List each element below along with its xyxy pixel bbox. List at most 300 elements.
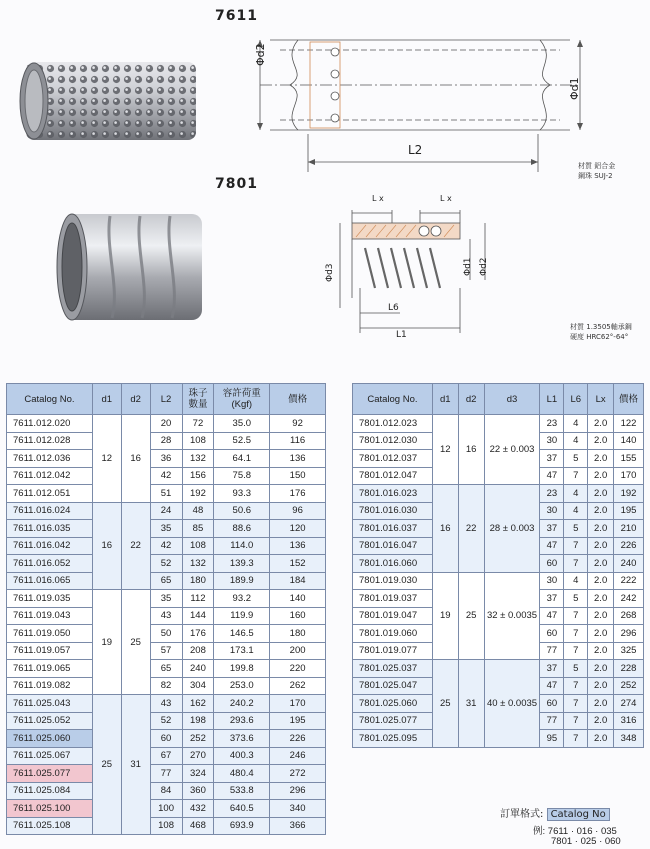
table-cell: 139.3 (214, 555, 270, 573)
table-cell: 132 (182, 555, 214, 573)
table-cell: 7801.016.047 (353, 537, 433, 555)
table-cell: 60 (540, 695, 564, 713)
table-cell: 31 (121, 695, 150, 835)
table-cell: 150 (270, 467, 326, 485)
table-cell: 37 (540, 520, 564, 538)
table-cell: 316 (614, 712, 644, 730)
table-cell: 640.5 (214, 800, 270, 818)
table-cell: 7 (564, 712, 588, 730)
order-format (500, 805, 610, 820)
column-header: 容許荷重 (Kgf) (214, 384, 270, 415)
table-cell: 220 (270, 660, 326, 678)
table-cell: 60 (540, 555, 564, 573)
table-cell: 25 (121, 590, 150, 695)
table-cell: 7801.012.030 (353, 432, 433, 450)
table-cell: 25 (458, 572, 484, 660)
table-cell: 52.5 (214, 432, 270, 450)
table-cell: 48 (182, 502, 214, 520)
table-row (7, 520, 326, 538)
table-cell: 7801.016.030 (353, 502, 433, 520)
table-cell: 120 (270, 520, 326, 538)
table-cell: 5 (564, 450, 588, 468)
table-cell: 7801.012.037 (353, 450, 433, 468)
table-row (7, 782, 326, 800)
table-cell: 199.8 (214, 660, 270, 678)
table-cell: 7 (564, 555, 588, 573)
table-cell: 173.1 (214, 642, 270, 660)
table-cell: 222 (614, 572, 644, 590)
table-cell: 296 (614, 625, 644, 643)
table-cell: 7611.016.052 (7, 555, 93, 573)
table-cell: 25 (432, 660, 458, 748)
order-format-value: Catalog No (547, 808, 610, 821)
table-cell: 37 (540, 450, 564, 468)
table-cell: 200 (270, 642, 326, 660)
table-cell: 132 (182, 450, 214, 468)
dim-d1-7611: Φd1 (568, 77, 581, 100)
table-cell: 85 (182, 520, 214, 538)
table-cell: 30 (540, 502, 564, 520)
table-cell: 2.0 (588, 485, 614, 503)
table-cell: 7801.025.095 (353, 730, 433, 748)
table-cell: 16 (458, 415, 484, 485)
table-cell: 170 (270, 695, 326, 713)
drawing-7611 (240, 22, 600, 182)
column-header: L2 (150, 384, 182, 415)
table-cell: 122 (614, 415, 644, 433)
table-cell: 37 (540, 590, 564, 608)
table-cell: 348 (614, 730, 644, 748)
table-cell: 480.4 (214, 765, 270, 783)
table-cell: 2.0 (588, 660, 614, 678)
table-cell: 240 (182, 660, 214, 678)
table-cell: 7801.019.077 (353, 642, 433, 660)
table-cell: 7611.012.028 (7, 432, 93, 450)
table-cell: 7801.019.047 (353, 607, 433, 625)
order-example (533, 823, 617, 837)
table-cell: 43 (150, 695, 182, 713)
table-cell: 7 (564, 625, 588, 643)
table-cell: 7611.012.020 (7, 415, 93, 433)
table-cell: 189.9 (214, 572, 270, 590)
table-row (353, 660, 644, 678)
table-cell: 693.9 (214, 817, 270, 835)
table-cell: 226 (270, 730, 326, 748)
column-header: 價格 (270, 384, 326, 415)
table-row (7, 537, 326, 555)
table-cell: 82 (150, 677, 182, 695)
table-cell: 246 (270, 747, 326, 765)
order-format-label: 訂單格式: (500, 809, 544, 820)
table-cell: 4 (564, 485, 588, 503)
table-cell: 208 (182, 642, 214, 660)
table-cell: 93.3 (214, 485, 270, 503)
table-row (7, 555, 326, 573)
table-cell: 7611.016.042 (7, 537, 93, 555)
table-cell: 7801.025.060 (353, 695, 433, 713)
column-header: d2 (121, 384, 150, 415)
table-row (7, 660, 326, 678)
table-cell: 95 (540, 730, 564, 748)
column-header: Lx (588, 384, 614, 415)
table-cell: 155 (614, 450, 644, 468)
table-cell: 2.0 (588, 555, 614, 573)
table-cell: 52 (150, 555, 182, 573)
table-cell: 136 (270, 450, 326, 468)
table-cell: 140 (614, 432, 644, 450)
table-cell: 293.6 (214, 712, 270, 730)
table-row (7, 800, 326, 818)
table-cell: 51 (150, 485, 182, 503)
table-cell: 2.0 (588, 432, 614, 450)
table-cell: 360 (182, 782, 214, 800)
table-cell: 77 (150, 765, 182, 783)
table-cell: 64.1 (214, 450, 270, 468)
table-row (7, 502, 326, 520)
table-cell: 42 (150, 467, 182, 485)
table-cell: 2.0 (588, 695, 614, 713)
ball-cage-photo (12, 52, 212, 152)
dim-d1-7801: Φd1 (463, 257, 473, 276)
table-cell: 30 (540, 572, 564, 590)
table-cell: 468 (182, 817, 214, 835)
table-cell: 162 (182, 695, 214, 713)
table-cell: 7801.025.077 (353, 712, 433, 730)
dim-d2-7801: Φd2 (479, 257, 489, 276)
product-code-7801: 7801 (215, 176, 258, 192)
table-cell: 36 (150, 450, 182, 468)
table-cell: 2.0 (588, 467, 614, 485)
table-cell: 7611.019.057 (7, 642, 93, 660)
table-cell: 7611.019.065 (7, 660, 93, 678)
table-cell: 108 (150, 817, 182, 835)
table-cell: 7801.019.060 (353, 625, 433, 643)
column-header: d1 (432, 384, 458, 415)
table-cell: 30 (540, 432, 564, 450)
table-cell: 2.0 (588, 625, 614, 643)
table-cell: 7611.025.084 (7, 782, 93, 800)
table-row (7, 590, 326, 608)
table-cell: 366 (270, 817, 326, 835)
table-cell: 19 (432, 572, 458, 660)
table-cell: 7611.019.082 (7, 677, 93, 695)
table-cell: 93.2 (214, 590, 270, 608)
dim-lx-right: L x (440, 194, 452, 203)
table-cell: 176 (270, 485, 326, 503)
table-cell: 176 (182, 625, 214, 643)
table-cell: 72 (182, 415, 214, 433)
column-header: Catalog No. (353, 384, 433, 415)
table-cell: 198 (182, 712, 214, 730)
table-cell: 228 (614, 660, 644, 678)
dim-L6-7801: L6 (388, 303, 399, 313)
table-cell: 2.0 (588, 450, 614, 468)
dim-d3-7801: Φd3 (325, 263, 335, 282)
table-cell: 28 ± 0.003 (484, 485, 540, 573)
table-cell: 195 (614, 502, 644, 520)
table-cell: 2.0 (588, 607, 614, 625)
table-cell: 325 (614, 642, 644, 660)
table-row (7, 485, 326, 503)
table-cell: 108 (182, 432, 214, 450)
table-cell: 7611.012.051 (7, 485, 93, 503)
table-cell: 242 (614, 590, 644, 608)
table-cell: 65 (150, 660, 182, 678)
table-cell: 92 (270, 415, 326, 433)
table-cell: 2.0 (588, 537, 614, 555)
table-cell: 7611.012.036 (7, 450, 93, 468)
table-cell: 12 (92, 415, 121, 503)
table-cell: 170 (614, 467, 644, 485)
table-cell: 24 (150, 502, 182, 520)
table-cell: 40 ± 0.0035 (484, 660, 540, 748)
table-cell: 7611.025.077 (7, 765, 93, 783)
table-cell: 35 (150, 590, 182, 608)
table-cell: 270 (182, 747, 214, 765)
table-cell: 7611.025.100 (7, 800, 93, 818)
table-cell: 67 (150, 747, 182, 765)
table-cell: 340 (270, 800, 326, 818)
table-cell: 373.6 (214, 730, 270, 748)
table-row (7, 607, 326, 625)
table-cell: 7611.016.035 (7, 520, 93, 538)
table-cell: 210 (614, 520, 644, 538)
table-row (353, 485, 644, 503)
table-row (7, 817, 326, 835)
table-row (7, 730, 326, 748)
table-cell: 7611.016.065 (7, 572, 93, 590)
table-cell: 84 (150, 782, 182, 800)
table-cell: 100 (150, 800, 182, 818)
table-cell: 108 (182, 537, 214, 555)
table-cell: 47 (540, 537, 564, 555)
table-cell: 22 (121, 502, 150, 590)
table-cell: 96 (270, 502, 326, 520)
table-cell: 52 (150, 712, 182, 730)
material-note-7801: 材質 1.3505軸承鋼 硬度 HRC62°-64° (570, 323, 632, 341)
table-cell: 7801.019.030 (353, 572, 433, 590)
table-cell: 119.9 (214, 607, 270, 625)
table-cell: 7611.019.035 (7, 590, 93, 608)
column-header: d3 (484, 384, 540, 415)
material-note-7611: 材質 鋁合金 鋼珠 SUJ-2 (578, 162, 616, 180)
table-row (353, 572, 644, 590)
table-cell: 2.0 (588, 572, 614, 590)
table-cell: 262 (270, 677, 326, 695)
table-cell: 28 (150, 432, 182, 450)
product-code-7611: 7611 (215, 8, 258, 24)
column-header: L1 (540, 384, 564, 415)
table-cell: 2.0 (588, 520, 614, 538)
table-cell: 43 (150, 607, 182, 625)
table-cell: 7 (564, 677, 588, 695)
table-row (7, 415, 326, 433)
table-cell: 226 (614, 537, 644, 555)
table-cell: 7801.012.023 (353, 415, 433, 433)
table-cell: 47 (540, 677, 564, 695)
table-cell: 77 (540, 712, 564, 730)
table-cell: 7801.025.047 (353, 677, 433, 695)
table-cell: 23 (540, 415, 564, 433)
table-cell: 240 (614, 555, 644, 573)
order-example-1: 7611 · 016 · 035 (547, 826, 617, 837)
table-cell: 47 (540, 607, 564, 625)
table-cell: 7801.025.037 (353, 660, 433, 678)
table-cell: 324 (182, 765, 214, 783)
table-cell: 16 (432, 485, 458, 573)
table-cell: 2.0 (588, 677, 614, 695)
table-cell: 268 (614, 607, 644, 625)
table-cell: 7801.012.047 (353, 467, 433, 485)
table-cell: 22 ± 0.003 (484, 415, 540, 485)
table-cell: 7 (564, 467, 588, 485)
table-cell: 252 (614, 677, 644, 695)
table-cell: 114.0 (214, 537, 270, 555)
table-cell: 31 (458, 660, 484, 748)
table-cell: 146.5 (214, 625, 270, 643)
table-cell: 16 (121, 415, 150, 503)
table-cell: 7801.016.023 (353, 485, 433, 503)
table-cell: 180 (270, 625, 326, 643)
drawing-7801 (320, 188, 500, 348)
table-cell: 180 (182, 572, 214, 590)
table-cell: 184 (270, 572, 326, 590)
table-cell: 192 (614, 485, 644, 503)
table-cell: 160 (270, 607, 326, 625)
table-cell: 2.0 (588, 642, 614, 660)
table-row (7, 625, 326, 643)
order-example-2: 7801 · 025 · 060 (551, 836, 621, 847)
table-cell: 65 (150, 572, 182, 590)
table-cell: 19 (92, 590, 121, 695)
table-cell: 23 (540, 485, 564, 503)
table-cell: 2.0 (588, 712, 614, 730)
table-cell: 152 (270, 555, 326, 573)
dim-d2-7611: Φd2 (254, 43, 267, 66)
column-header: d2 (458, 384, 484, 415)
table-cell: 192 (182, 485, 214, 503)
table-cell: 2.0 (588, 590, 614, 608)
table-cell: 57 (150, 642, 182, 660)
table-cell: 5 (564, 590, 588, 608)
table-row (7, 572, 326, 590)
table-cell: 7611.012.042 (7, 467, 93, 485)
table-cell: 5 (564, 660, 588, 678)
table-cell: 272 (270, 765, 326, 783)
table-cell: 5 (564, 520, 588, 538)
table-cell: 144 (182, 607, 214, 625)
table-cell: 7611.025.108 (7, 817, 93, 835)
table-row (7, 712, 326, 730)
table-cell: 432 (182, 800, 214, 818)
table-cell: 2.0 (588, 730, 614, 748)
table-cell: 50.6 (214, 502, 270, 520)
table-cell: 136 (270, 537, 326, 555)
table-cell: 50 (150, 625, 182, 643)
table-cell: 7611.025.052 (7, 712, 93, 730)
table-cell: 112 (182, 590, 214, 608)
table-cell: 4 (564, 432, 588, 450)
table-cell: 7801.016.037 (353, 520, 433, 538)
column-header: L6 (564, 384, 588, 415)
table-cell: 75.8 (214, 467, 270, 485)
table-cell: 156 (182, 467, 214, 485)
table-cell: 77 (540, 642, 564, 660)
table-cell: 7801.016.060 (353, 555, 433, 573)
table-cell: 7611.019.043 (7, 607, 93, 625)
table-row (7, 450, 326, 468)
table-cell: 140 (270, 590, 326, 608)
table-cell: 400.3 (214, 747, 270, 765)
column-header: 價格 (614, 384, 644, 415)
table-cell: 274 (614, 695, 644, 713)
table-cell: 533.8 (214, 782, 270, 800)
table-cell: 4 (564, 415, 588, 433)
order-example-label: 例: (533, 826, 546, 837)
table-cell: 35 (150, 520, 182, 538)
table-cell: 7801.019.037 (353, 590, 433, 608)
table-row (353, 415, 644, 433)
table-cell: 22 (458, 485, 484, 573)
table-row (7, 467, 326, 485)
table-cell: 47 (540, 467, 564, 485)
table-row (7, 695, 326, 713)
table-cell: 16 (92, 502, 121, 590)
table-cell: 7611.025.043 (7, 695, 93, 713)
table-cell: 35.0 (214, 415, 270, 433)
table-cell: 4 (564, 572, 588, 590)
table-cell: 304 (182, 677, 214, 695)
table-cell: 60 (150, 730, 182, 748)
table-cell: 7 (564, 642, 588, 660)
table-cell: 7 (564, 730, 588, 748)
table-cell: 296 (270, 782, 326, 800)
table-cell: 7611.025.060 (7, 730, 93, 748)
table-cell: 195 (270, 712, 326, 730)
table-cell: 252 (182, 730, 214, 748)
table-cell: 42 (150, 537, 182, 555)
table-row (7, 747, 326, 765)
table-cell: 32 ± 0.0035 (484, 572, 540, 660)
dim-L2-7611: L2 (408, 143, 423, 157)
table-7801 (352, 383, 644, 748)
table-row (7, 432, 326, 450)
table-cell: 7611.019.050 (7, 625, 93, 643)
table-cell: 12 (432, 415, 458, 485)
table-row (7, 765, 326, 783)
table-cell: 4 (564, 502, 588, 520)
table-cell: 60 (540, 625, 564, 643)
table-row (7, 642, 326, 660)
table-cell: 116 (270, 432, 326, 450)
table-cell: 253.0 (214, 677, 270, 695)
table-cell: 7 (564, 537, 588, 555)
table-cell: 7 (564, 695, 588, 713)
table-cell: 25 (92, 695, 121, 835)
table-cell: 20 (150, 415, 182, 433)
table-7611 (6, 383, 326, 835)
column-header: 珠子 數量 (182, 384, 214, 415)
table-cell: 7611.025.067 (7, 747, 93, 765)
column-header: Catalog No. (7, 384, 93, 415)
table-cell: 2.0 (588, 415, 614, 433)
table-cell: 88.6 (214, 520, 270, 538)
dim-L1-7801: L1 (396, 330, 407, 340)
table-cell: 240.2 (214, 695, 270, 713)
table-cell: 37 (540, 660, 564, 678)
column-header: d1 (92, 384, 121, 415)
table-cell: 2.0 (588, 502, 614, 520)
